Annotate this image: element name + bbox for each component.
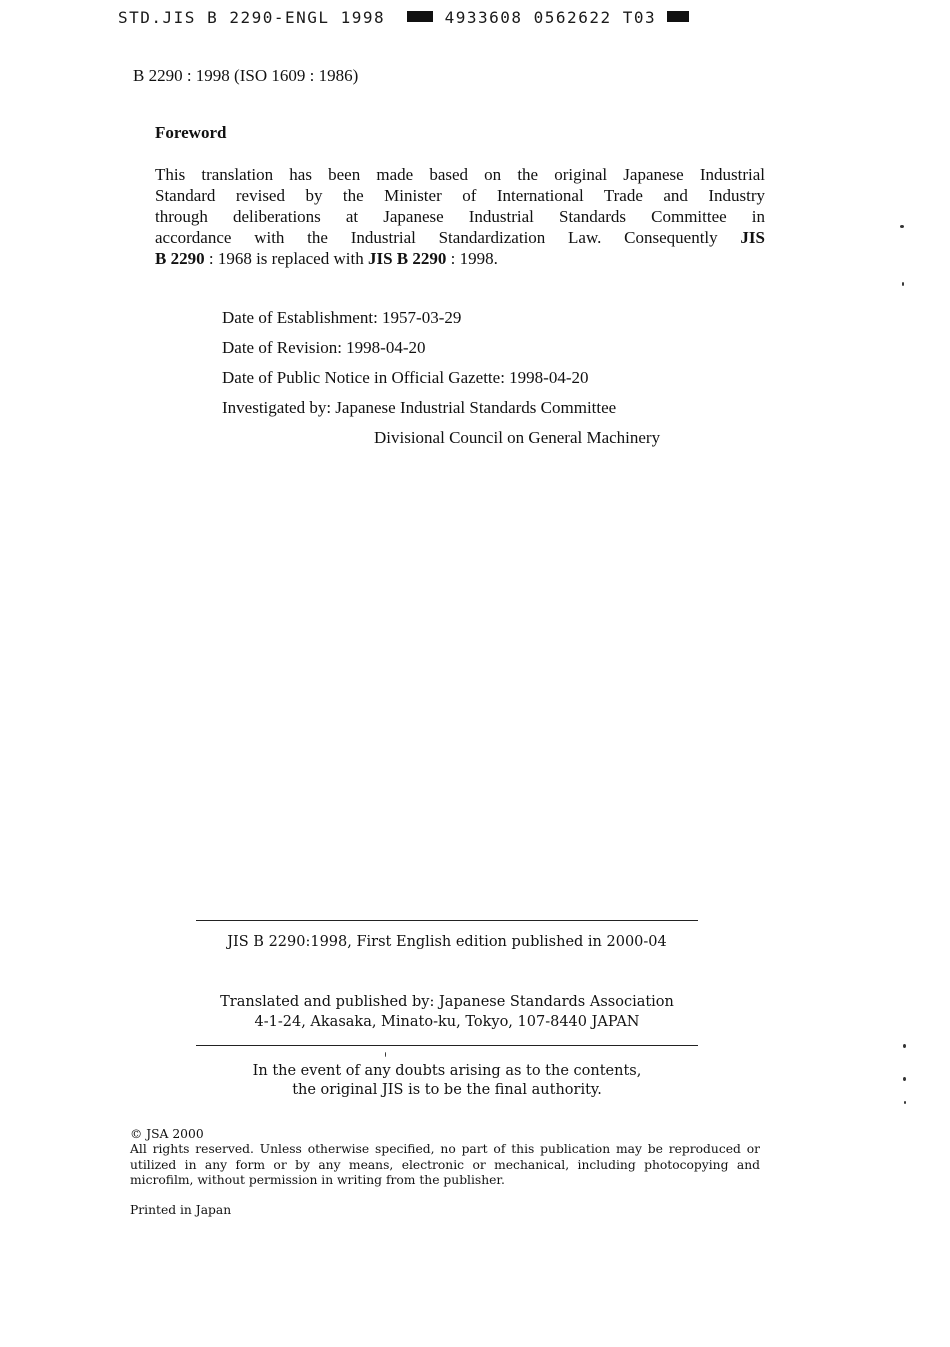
rights-line: utilized in any form or by any means, electronic or mechanical, including photocopying and	[130, 1157, 760, 1172]
black-bar-icon	[667, 11, 689, 22]
header-code-left: STD.JIS B 2290-ENGL 1998	[118, 8, 386, 27]
ref-new-year: : 1998.	[446, 249, 498, 268]
header-code-right: T03	[622, 8, 657, 27]
publisher-line-1: Translated and published by: Japanese Standards Association	[220, 994, 674, 1010]
scan-speck	[903, 1044, 906, 1048]
edition-statement: JIS B 2290:1998, First English edition published in 2000-04	[227, 934, 667, 950]
foreword-body	[155, 164, 765, 269]
scan-speck	[900, 225, 904, 228]
ref-old-year: : 1968 is replaced with	[204, 249, 368, 268]
header-code-mid: 4933608 0562622	[444, 8, 612, 27]
copyright: © JSA 2000	[130, 1127, 204, 1141]
divider-rule	[196, 1045, 698, 1046]
document-header-code	[118, 8, 689, 27]
foreword-line: through deliberations at Japanese Industrial Standards Committee in	[155, 207, 765, 226]
jis-ref-old-a: JIS	[740, 228, 765, 247]
authority-note-line-2: the original JIS is to be the final authority.	[292, 1082, 602, 1098]
scan-speck	[385, 1052, 386, 1057]
black-bar-icon	[407, 11, 433, 22]
authority-note-line-1: In the event of any doubts arising as to the contents,	[252, 1063, 642, 1079]
foreword-line-4	[155, 227, 765, 248]
investigated-by-council: Divisional Council on General Machinery	[374, 428, 661, 447]
scan-speck	[902, 282, 904, 286]
rights-line: All rights reserved. Unless otherwise specified, no part of this publication may be reproduced or	[130, 1142, 760, 1156]
document-number: B 2290 : 1998 (ISO 1609 : 1986)	[133, 66, 359, 85]
divider-rule	[196, 920, 698, 921]
printed-in: Printed in Japan	[130, 1203, 232, 1217]
publisher-address: 4-1-24, Akasaka, Minato-ku, Tokyo, 107-8440 JAPAN	[254, 1014, 640, 1030]
foreword-line-5	[155, 248, 765, 269]
date-of-public-notice: Date of Public Notice in Official Gazette: 1998-04-20	[222, 368, 589, 387]
rights-notice	[130, 1142, 760, 1189]
investigated-by: Investigated by: Japanese Industrial Standards Committee	[222, 398, 617, 417]
foreword-line: Standard revised by the Minister of International Trade and Industry	[155, 186, 765, 205]
scan-speck	[903, 1077, 906, 1081]
jis-ref-new: JIS B 2290	[367, 249, 447, 268]
rights-line: microfilm, without permission in writing from the publisher.	[130, 1173, 505, 1187]
foreword-line-text: accordance with the Industrial Standardization Law. Consequently	[155, 228, 718, 247]
foreword-line: This translation has been made based on the original Japanese Industrial	[155, 165, 765, 184]
date-of-revision: Date of Revision: 1998-04-20	[222, 338, 426, 357]
jis-ref-old-b: B 2290	[155, 249, 205, 268]
foreword-title: Foreword	[155, 123, 227, 142]
scan-speck	[904, 1101, 906, 1104]
date-of-establishment: Date of Establishment: 1957-03-29	[222, 308, 462, 327]
